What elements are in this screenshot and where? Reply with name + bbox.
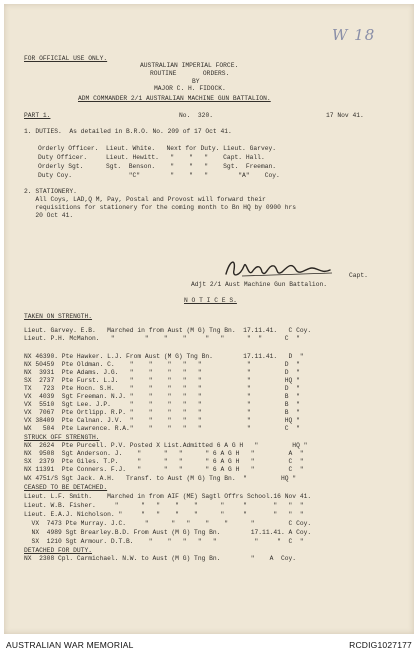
document-page xyxy=(4,4,414,634)
list-item: NX 4989 Sgt Brearley.B.D. From Aust (M G) Tng Bn. 17.11.41. A Coy. xyxy=(24,529,312,536)
major-line: MAJOR C. H. FIDOCK. xyxy=(154,85,226,92)
adm-commander-line: ADM COMMANDER 2/1 AUSTRALIAN MACHINE GUN BATTALION. xyxy=(78,95,271,102)
list-item: WX 4751/S Sgt Jack. A.H. Transf. to Aust (M G) Tng Bn. " HQ " xyxy=(24,475,297,482)
signature-rank: Capt. xyxy=(349,272,368,279)
list-item: Lieut. W.B. Fisher. " " " " " " " " " " xyxy=(24,502,304,509)
duty-row: Duty Coy. "C" " " " "A" Coy. xyxy=(38,172,280,179)
list-item: NX 3931 Pte Adams. J.G. " " " " " " D " xyxy=(24,369,300,376)
list-item: NX 50459 Pte Oldman. C. " " " " " " D " xyxy=(24,361,300,368)
adjutant-title: Adjt 2/1 Aust Machine Gun Battalion. xyxy=(191,281,328,288)
list-item: Lieut. Garvey. E.B. Marched in from Aust (M G) Tng Bn. 17.11.41. C Coy. xyxy=(24,327,312,334)
list-item: Lieut. P.H. McMahon. " " " " " " " " C " xyxy=(24,335,300,342)
list-item: NX 9508 Sgt Anderson. J. " " " " 6 A G H " A " xyxy=(24,450,304,457)
by-line: BY xyxy=(192,78,200,85)
duty-row: Orderly Sgt. Sgt. Benson. " " " Sgt. Freeman. xyxy=(38,163,277,170)
routine-orders-title: ROUTINE ORDERS. xyxy=(150,70,230,77)
list-item: Lieut. L.F. Smith. Marched in from AIF (ME) Sagtl Offrs School.16 Nov 41. xyxy=(24,493,312,500)
list-item: NX 46390. Pte Hawker. L.J. From Aust (M G) Tng Bn. 17.11.41. D " xyxy=(24,353,304,360)
struck-off-strength-heading: STRUCK OFF STRENGTH. xyxy=(24,434,100,441)
taken-on-strength-heading: TAKEN ON STRENGTH. xyxy=(24,313,93,320)
list-item: VX 38409 Pte Calnan. J.V. " " " " " " HQ " xyxy=(24,417,300,424)
pencil-note: W 18 xyxy=(332,26,376,44)
notices-title: N O T I C E S. xyxy=(184,297,237,304)
list-item: TX 723 Pte Hocn. S.H. " " " " " " D " xyxy=(24,385,300,392)
list-item: VX 5510 Sgt Lee. J.P. " " " " " " B " xyxy=(24,401,300,408)
list-item: NX 2624 Pte Purcell. P.V. Posted X List.Admitted 6 A G H " HQ " xyxy=(24,442,308,449)
part-label: PART 1. xyxy=(24,112,51,119)
list-item: WX 504 Pte Lawrence. R.A." " " " " " C " xyxy=(24,425,300,432)
list-item: VX 4039 Sgt Freeman. N.J. " " " " " " B " xyxy=(24,393,300,400)
stationery-line: 20 Oct 41. xyxy=(24,212,74,219)
list-item: VX 7473 Pte Murray. J.C. " " " " " " C Coy. xyxy=(24,520,312,527)
order-date: 17 Nov 41. xyxy=(326,112,364,119)
list-item: SX 1210 Sgt Armour. D.T.B. " " " " " " " C " xyxy=(24,538,304,545)
duty-row: Orderly Officer. Lieut. White. Next for Duty. Lieut. Garvey. xyxy=(38,145,277,152)
archive-credit: AUSTRALIAN WAR MEMORIAL xyxy=(6,640,134,650)
archive-id: RCDIG1027177 xyxy=(349,640,412,650)
force-title: AUSTRALIAN IMPERIAL FORCE. xyxy=(140,62,239,69)
duty-row: Duty Officer. Lieut. Hewitt. " " " Capt. Hall. xyxy=(38,154,265,161)
list-item: SX 2379 Pte Giles. T.P. " " " " 6 A G H " C " xyxy=(24,458,304,465)
stationery-line: All Coys, LAD,Q M, Pay, Postal and Provost will forward their xyxy=(24,196,266,203)
list-item: VX 7067 Pte Ortlipp. R.P. " " " " " " B " xyxy=(24,409,300,416)
duties-heading: 1. DUTIES. As detailed in B.R.O. No. 209 of 17 Oct 41. xyxy=(24,128,232,135)
ceased-detached-heading: CEASED TO BE DETACHED. xyxy=(24,484,108,491)
stationery-line: requisitions for stationery for the coming month to Bn HQ by 0900 hrs xyxy=(24,204,297,211)
list-item: NX 11391 Pte Conners. F.J. " " " " 6 A G H " C " xyxy=(24,466,304,473)
list-item: Lieut. E.A.J. Nicholson. " " " " " " " " " " xyxy=(24,511,304,518)
detached-for-duty-heading: DETACHED FOR DUTY. xyxy=(24,547,93,554)
adjutant-signature xyxy=(222,256,352,282)
list-item: SX 2737 Pte Furst. L.J. " " " " " " HQ " xyxy=(24,377,300,384)
list-item: NX 2308 Cpl. Carmichael. N.W. to Aust (M G) Tng Bn. " A Coy. xyxy=(24,555,297,562)
official-use-line: FOR OFFICIAL USE ONLY. xyxy=(24,55,108,62)
order-number: No. 320. xyxy=(179,112,214,119)
stationery-heading: 2. STATIONERY. xyxy=(24,188,77,195)
